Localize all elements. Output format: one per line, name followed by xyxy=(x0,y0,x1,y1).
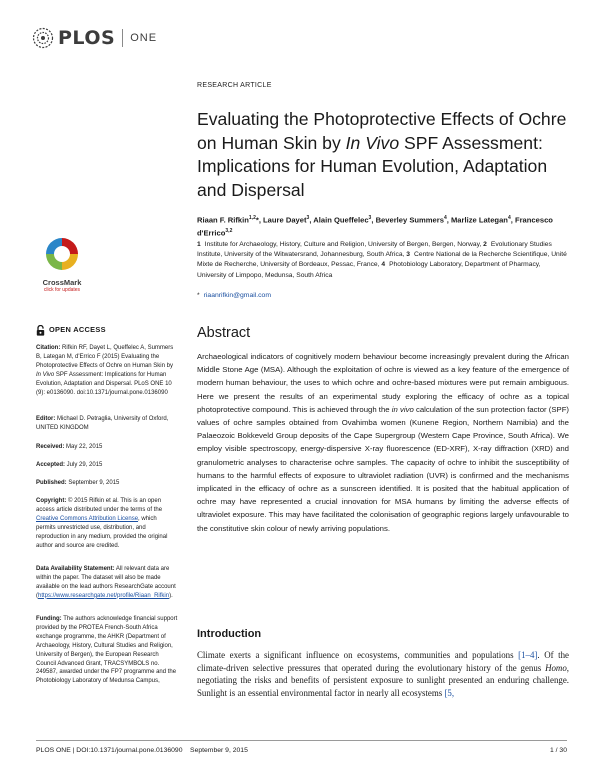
article-title xyxy=(197,108,569,202)
received-date xyxy=(36,443,178,452)
citation-italic-text: In Vivo xyxy=(36,371,55,378)
footer-divider xyxy=(36,740,567,741)
editor-label: Editor: xyxy=(36,416,56,422)
abstract-italic-text: in vivo xyxy=(391,404,414,414)
affiliation-number: 1 xyxy=(197,241,201,248)
reference-link[interactable]: [5, xyxy=(444,687,455,698)
affiliation-text: Institute for Archaeology, History, Culture and Religion, University of Bergen, Bergen, Norway, xyxy=(204,241,482,248)
data-availability-text: All relevant data are within the paper. The dataset will also be made available on the lead authors ResearchGate account ( xyxy=(36,566,176,599)
logo-divider xyxy=(122,29,123,47)
intro-text: . Of the climate-driven selective pressures that operated during the evolutionary history of the genus xyxy=(197,650,569,673)
abstract-text-end: calculation of the sun protection factor (SPF) values of ochre samples obtained from Ovahimba women (Kunene Region, Northern Namibia) and the Palaeozoic Bokkeveld Group deposits of the Cape Supergroup (Western Cape Province, South Africa). We employ visible spectroscopy, energy-dispersive X-ray fluorescence (ED-XRF), X-ray diffraction (XRD) and granulometric analyses to characterise ochre samples. The capacity of ochre to inhibit the susceptibility of humans to the harmful effects of exposure to ultraviolet radiation (UVR) is confirmed and the mechanisms implicated in the efficacy of ochre as a sunscreen identified. It is posited that the habitual application of ochre may have represented a crucial innovation for MSA humans by limiting the adverse effects of ultraviolet exposure. This may have facilitated the colonisation of geographic regions largely unfavourable to the constitutive skin colour of newly arriving populations. xyxy=(197,404,570,533)
title-text-end: SPF Assessment: Implications for Human Evolution, Adaptation and Dispersal xyxy=(197,132,548,200)
author-name[interactable]: Alain Queffelec xyxy=(313,215,369,225)
copyright-block xyxy=(36,497,178,550)
affiliation-text: Evolutionary Studies Institute, University of the Witwatersrand, Johannesburg, South Africa, xyxy=(197,241,552,259)
footer-citation: PLOS ONE | DOI:10.1371/journal.pone.0136090 September 9, 2015 xyxy=(36,747,248,754)
citation-text-end: SPF Assessment: Implications for Human Evolution, Adaptation and Dispersal. PLoS ONE 10 (9): e0136090. doi:10.1371/journal.pone.0136090 xyxy=(36,371,172,396)
crossmark-icon xyxy=(44,236,80,272)
crossmark-label: CrossMark xyxy=(42,278,82,287)
affiliation-text: Photobiology Laboratory, Department of Pharmacy, University of Limpopo, Medunsa, South Africa xyxy=(197,261,541,279)
author-name[interactable]: Riaan F. Rifkin xyxy=(197,215,249,225)
license-link[interactable]: Creative Commons Attribution License xyxy=(36,515,139,522)
author-name[interactable]: Francesco d'Errico xyxy=(197,215,553,238)
affiliation-number: 3 xyxy=(406,251,411,259)
funding-text: The authors acknowledge financial support provided by the PROTEA French-South Africa exchange programme, the AHKR (Department of Archaeology, History, Cultural Studies and Religion, University of Bergen), the European Research Council Advanced Grant, TRACSYMBOLS no. 249587, awarded under the FP7 programme and the Photobiology Laboratory of Medunsa Campus, xyxy=(36,616,178,685)
author-separator: , xyxy=(371,215,376,225)
corresponding-email xyxy=(197,292,569,299)
introduction-text xyxy=(197,649,569,699)
corresponding-marker: * xyxy=(197,292,200,299)
author-separator: *, xyxy=(255,215,264,225)
plos-logo-icon xyxy=(32,27,54,49)
affiliation-text: Centre National de la Recherche Scientifique, Unité Mixte de Recherche, University of Bordeaux, Pessac, France, xyxy=(197,251,567,269)
title-text: Evaluating the Photoprotective Effects of Ochre on Human Skin by xyxy=(197,109,567,153)
author-name[interactable]: Laure Dayet xyxy=(263,215,307,225)
citation-label: Citation: xyxy=(36,345,61,351)
accepted-value: July 29, 2015 xyxy=(65,462,103,468)
intro-italic-text: Homo xyxy=(545,662,567,673)
copyright-text-end: , which permits unrestricted use, distribution, and reproduction in any medium, provided the original author and source are credited. xyxy=(36,515,168,549)
intro-text: Climate exerts a significant influence on ecosystems, communities and populations xyxy=(197,650,519,660)
open-access-badge xyxy=(36,325,178,336)
journal-logo[interactable] xyxy=(32,26,157,50)
title-italic-text: In Vivo xyxy=(345,132,400,153)
author-affiliation-ref: 3,2 xyxy=(225,227,233,234)
data-availability-text-end: ). xyxy=(169,592,173,599)
data-availability-label: Data Availability Statement: xyxy=(36,566,115,572)
accepted-date xyxy=(36,461,178,470)
funding-block xyxy=(36,615,178,686)
abstract-heading: Abstract xyxy=(197,325,251,341)
affiliation-list xyxy=(197,240,569,281)
author-affiliation-ref: 4 xyxy=(443,215,447,221)
open-access-label: OPEN ACCESS xyxy=(49,325,106,335)
intro-text: , negotiating the risks and benefits of persistent exposure to sunlight presented an enduring challenge. Sunlight is an essential environmental factor in nearly all ecosystems xyxy=(197,662,569,698)
affiliation-number: 4 xyxy=(381,261,386,269)
accepted-label: Accepted: xyxy=(36,462,66,468)
published-label: Published: xyxy=(36,480,67,486)
crossmark-badge[interactable] xyxy=(36,236,88,293)
received-value: May 22, 2015 xyxy=(64,444,103,450)
copyright-label: Copyright: xyxy=(36,498,67,504)
citation-block xyxy=(36,344,178,397)
author-name[interactable]: Marlize Lategan xyxy=(450,215,508,225)
data-availability-block xyxy=(36,565,178,601)
editor-block xyxy=(36,415,178,433)
published-date xyxy=(36,479,178,488)
author-affiliation-ref: 3 xyxy=(368,215,372,221)
crossmark-sublabel: click for updates xyxy=(43,287,81,293)
email-link[interactable]: riaanrifkin@gmail.com xyxy=(203,292,271,299)
author-separator: , xyxy=(309,215,314,225)
dataset-link[interactable]: https://www.researchgate.net/profile/Riaan_Rifkin xyxy=(38,592,170,599)
citation-text: Rifkin RF, Dayet L, Queffelec A, Summers B, Lategan M, d'Errico F (2015) Evaluating the Photoprotective Effects of Ochre on Human Skin by xyxy=(36,345,174,369)
author-separator: , xyxy=(446,215,451,225)
journal-name: ONE xyxy=(130,32,158,44)
affiliation-number: 2 xyxy=(483,241,487,248)
published-value: September 9, 2015 xyxy=(66,480,120,486)
copyright-text: © 2015 Rifkin et al. This is an open access article distributed under the terms of the xyxy=(36,498,163,513)
funding-label: Funding: xyxy=(36,616,62,622)
page-number: 1 / 30 xyxy=(549,747,567,754)
open-access-lock-icon xyxy=(36,325,45,336)
abstract-text xyxy=(197,350,569,535)
editor-text: Michael D. Petraglia, University of Oxford, UNITED KINGDOM xyxy=(36,416,169,431)
author-affiliation-ref: 1,2 xyxy=(248,215,256,221)
introduction-heading: Introduction xyxy=(197,628,262,640)
article-type: RESEARCH ARTICLE xyxy=(197,82,272,89)
author-list xyxy=(197,213,569,238)
author-separator: , xyxy=(510,215,515,225)
author-affiliation-ref: 3 xyxy=(306,215,310,221)
brand-name: PLOS xyxy=(58,27,116,49)
abstract-text-start: Archaeological indicators of cognitively modern behaviour become increasingly prevalent during the African Middle Stone Age (MSA). Although the exploitation of ochre is viewed as a key feature of the emergence of modern human behaviour, the uses to which ochre and ochre-based mixtures were put remain ambiguous. Here we present the results of an experimental study exploring the efficacy of ochre as a topical photoprotective compound. This is achieved through the xyxy=(197,352,569,414)
reference-link[interactable]: [1–4] xyxy=(518,650,538,660)
author-affiliation-ref: 4 xyxy=(507,215,511,221)
received-label: Received: xyxy=(36,444,65,450)
author-name[interactable]: Beverley Summers xyxy=(375,215,444,225)
